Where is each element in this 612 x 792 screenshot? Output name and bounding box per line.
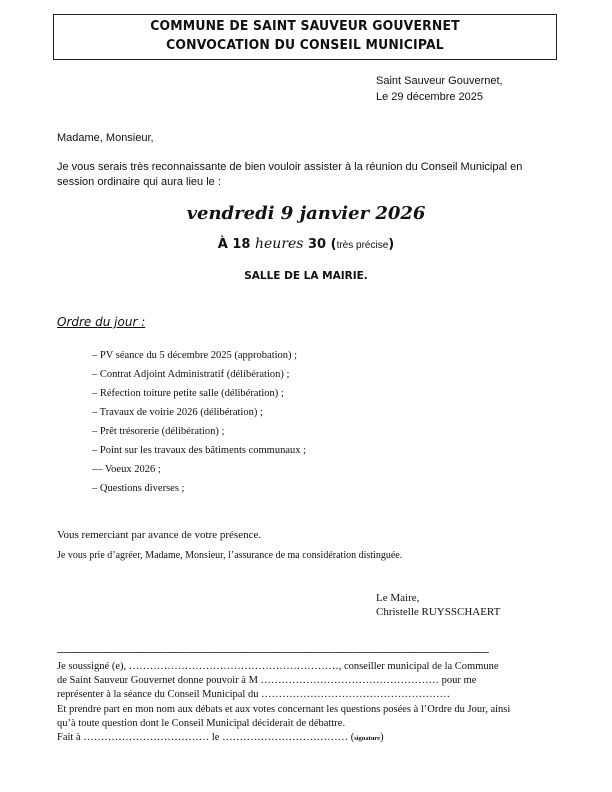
place-text: Saint Sauveur Gouvernet, (376, 75, 503, 87)
cut-line: ----------------------------------------------------------------------------------------------------------------------------------------------------- (57, 647, 489, 658)
agenda-item: – Réfection toiture petite salle (délibération) ; (92, 388, 284, 399)
convocation-title: CONVOCATION DU CONSEIL MUNICIPAL (166, 37, 444, 53)
salutation: Madame, Monsieur, (57, 132, 154, 144)
meeting-time (0, 236, 612, 252)
time-minutes: 30 ( (303, 237, 337, 252)
intro-paragraph: Je vous serais très reconnaissante de bien vouloir assister à la réunion du Conseil Municipal en session ordinaire qui aura lieu le : (57, 161, 523, 188)
proxy-line-2: de Saint Sauveur Gouvernet donne pouvoir à M …………………………………………… pour me (57, 675, 477, 687)
signature-tag: signature (354, 735, 381, 743)
place-date (376, 73, 503, 105)
agenda-item: – Prêt trésorerie (délibération) ; (92, 426, 225, 437)
date-text: Le 29 décembre 2025 (376, 91, 484, 103)
meeting-date: vendredi 9 janvier 2026 (186, 203, 426, 224)
proxy-line-6-text: Fait à ……………………………… le ……………………………… ( (57, 732, 355, 744)
agenda-item: – PV séance du 5 décembre 2025 (approbation) ; (92, 350, 298, 361)
proxy-line-4: Et prendre part en mon nom aux débats et aux votes concernant les questions posées à l’Ordre du Jour, ainsi (57, 703, 511, 715)
agenda-item: – Contrat Adjoint Administratif (délibération) ; (92, 369, 290, 380)
proxy-line-6 (57, 731, 577, 746)
proxy-line-6-end: ) (380, 732, 384, 744)
time-note: très précise (336, 240, 389, 251)
time-prefix: À 18 (217, 237, 255, 252)
signature-name: Christelle RUYSSCHAERT (376, 606, 501, 618)
agenda-item: — Voeux 2026 ; (92, 464, 161, 475)
commune-title: COMMUNE DE SAINT SAUVEUR GOUVERNET (150, 18, 460, 34)
time-word: heures (255, 236, 304, 252)
header-box (53, 14, 557, 60)
proxy-form (57, 660, 577, 746)
agenda-title: Ordre du jour : (57, 315, 146, 329)
proxy-line-5: qu’à toute question dont le Conseil Municipal déciderait de débattre. (57, 717, 346, 729)
signature-title: Le Maire, (376, 592, 420, 604)
proxy-line-1: Je soussigné (e), ……………………………………………………, conseiller municipal de la Commune (57, 661, 499, 672)
agenda-list (92, 346, 306, 498)
agenda-item: – Point sur les travaux des bâtiments communaux ; (92, 445, 307, 456)
time-suffix: ) (388, 237, 395, 252)
regards-text: Je vous prie d’agréer, Madame, Monsieur, l’assurance de ma considération distinguée. (57, 550, 403, 561)
agenda-item: – Travaux de voirie 2026 (délibération) ; (92, 407, 263, 418)
thanks-text: Vous remerciant par avance de votre présence. (57, 529, 262, 541)
meeting-place: SALLE DE LA MAIRIE. (244, 270, 368, 282)
agenda-item: – Questions diverses ; (92, 483, 185, 494)
proxy-line-3: représenter à la séance du Conseil Municipal du ……………………………………………… (57, 689, 451, 701)
